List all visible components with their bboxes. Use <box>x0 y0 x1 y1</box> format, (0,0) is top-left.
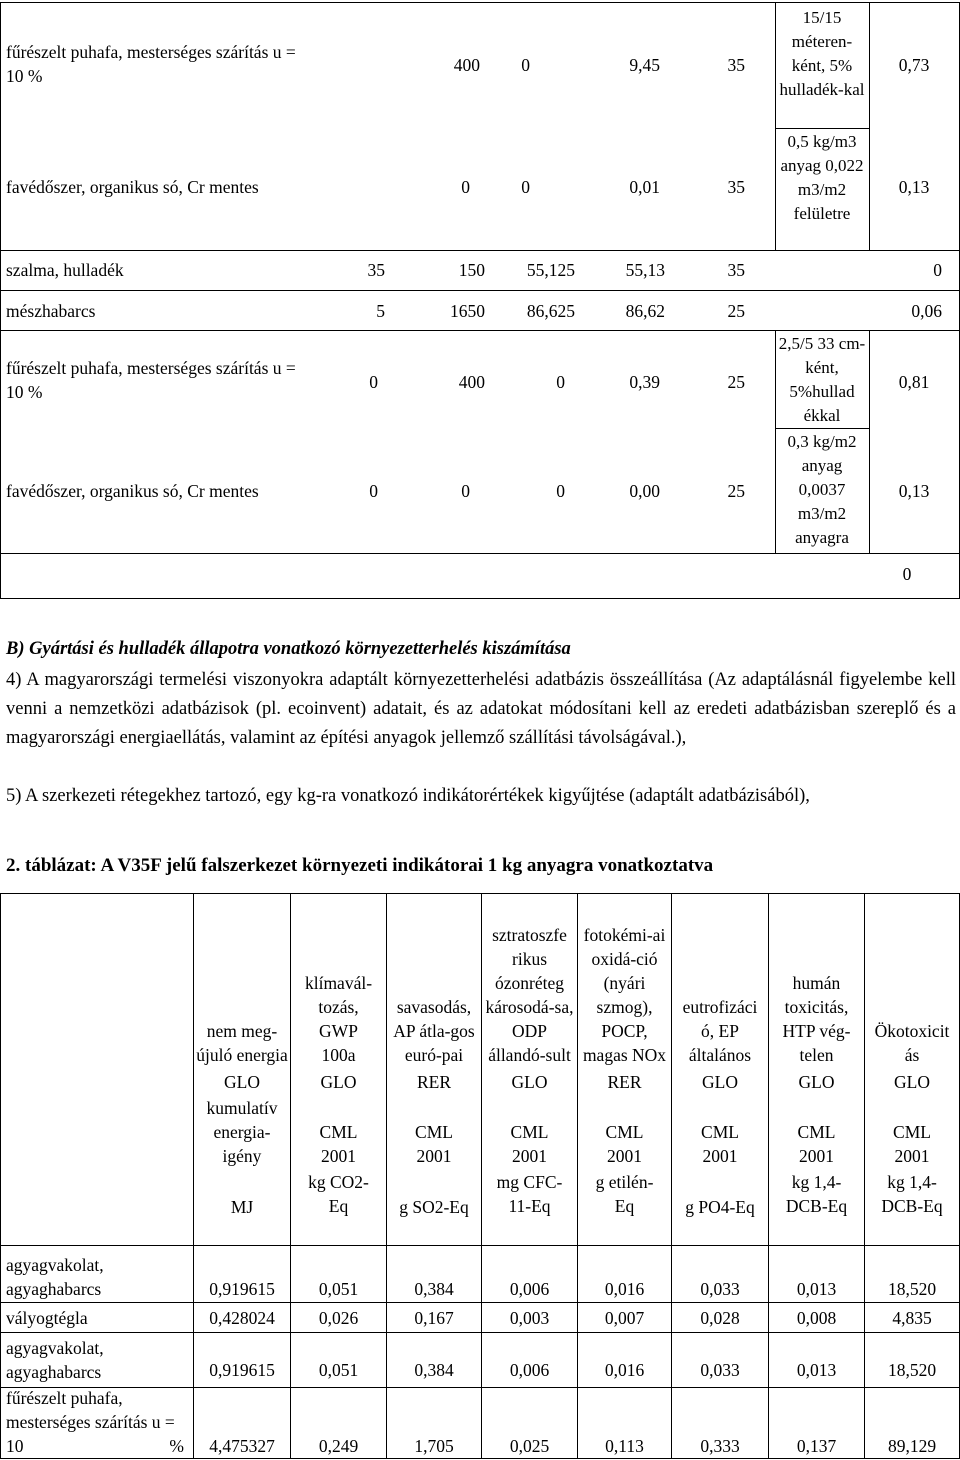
column-unit: kg 1,4-DCB-Eq <box>881 1172 943 1216</box>
table-cell: 0,384 <box>414 1360 454 1380</box>
table-cell: 0,06 <box>911 301 942 321</box>
table-cell: 0,026 <box>318 1308 359 1328</box>
column-method: CML 2001 <box>701 1122 739 1166</box>
column-unit: kg 1,4-DCB-Eq <box>785 1172 848 1216</box>
table-cell: 35 <box>727 55 745 75</box>
table-cell: 0,137 <box>796 1436 837 1456</box>
column-header: nem meg-újuló energia <box>196 1021 288 1065</box>
column-header: Ökotoxicit ás <box>874 1021 950 1065</box>
material-name-text: fűrészelt puhafa, mesterséges szárítás u = 10 % <box>6 1388 184 1456</box>
material-name: fűrészelt puhafa, mesterséges szárítás u = 10 % <box>6 358 296 402</box>
paragraph-4: 4) A magyarországi termelési viszonyokra adaptált környezetterhelési adatbázis összeállítása (Az adaptálásnál figyelembe kell venni a nemzetközi adatbázisok (pl. ecoinvent) adatait, és az adatokat módosítani kell az eredeti adatbázisban szereplő és a magyarországi energiaellátás, valamint az építési anyagok jellemző szállítási távolságával.), <box>6 670 956 748</box>
column-unit: g SO2-Eq <box>399 1197 469 1217</box>
column-method: CML 2001 <box>319 1122 358 1166</box>
table-cell: 0,006 <box>509 1279 550 1299</box>
table-cell: 4,475327 <box>209 1436 275 1456</box>
table-cell: 55,125 <box>526 260 575 280</box>
material-name: favédőszer, organikus só, Cr mentes <box>6 481 259 501</box>
table-cell: 0,384 <box>414 1279 454 1299</box>
material-name: agyagvakolat, agyaghabarcs <box>6 1338 104 1382</box>
table-cell: 0,919615 <box>209 1360 275 1380</box>
table-cell: 0,73 <box>898 55 930 75</box>
column-scope: GLO <box>894 1072 930 1092</box>
table-cell: 0,167 <box>414 1308 454 1328</box>
table-title: 2. táblázat: A V35F jelű falszerkezet környezeti indikátorai 1 kg anyagra vonatkoztatva <box>6 855 714 876</box>
table-cell: 0,008 <box>796 1308 837 1328</box>
table-cell: 4,835 <box>892 1308 932 1328</box>
table-cell: 0 <box>461 177 470 197</box>
table-cell: 150 <box>458 260 485 280</box>
column-method: kumulatív energia-igény <box>206 1098 278 1166</box>
table-note: 0,3 kg/m2 anyag 0,0037 m3/m2 anyagra <box>787 432 857 547</box>
table-cell: 0,033 <box>700 1279 740 1299</box>
column-unit: MJ <box>230 1197 254 1217</box>
table-cell: 5 <box>376 301 385 321</box>
column-scope: GLO <box>224 1072 260 1092</box>
paragraph-5: 5) A szerkezeti rétegekhez tartozó, egy kg-ra vonatkozó indikátorértékek kigyűjtése (adaptált adatbázisából), <box>6 786 810 806</box>
column-method: CML 2001 <box>415 1122 453 1166</box>
table-cell: 0,028 <box>700 1308 740 1328</box>
table-cell: 89,129 <box>887 1436 937 1456</box>
table-cell: 0 <box>369 372 378 392</box>
material-name: agyagvakolat, agyaghabarcs <box>6 1255 104 1299</box>
table-cell: 0,13 <box>898 177 930 197</box>
table-cell: 25 <box>727 301 745 321</box>
column-unit: mg CFC-11-Eq <box>496 1172 563 1216</box>
table-cell: 0,016 <box>604 1279 645 1299</box>
column-scope: GLO <box>511 1072 548 1092</box>
material-name: vályogtégla <box>6 1308 88 1328</box>
table-cell: 35 <box>367 260 385 280</box>
table-cell: 25 <box>727 372 745 392</box>
column-unit: g etilén-Eq <box>595 1172 654 1216</box>
material-name: fűrészelt puhafa, mesterséges szárítás u = 10 % <box>6 42 296 86</box>
table-cell: 400 <box>453 55 480 75</box>
table-cell: 9,45 <box>629 55 660 75</box>
table-note: 0,5 kg/m3 anyag 0,022 m3/m2 felületre <box>780 132 864 223</box>
table-cell: 0,39 <box>629 372 660 392</box>
material-name <box>6 1386 184 1458</box>
table-cell: 0,113 <box>605 1436 644 1456</box>
table-cell: 0,013 <box>796 1360 837 1380</box>
column-method: CML 2001 <box>797 1122 836 1166</box>
material-name: mészhabarcs <box>6 301 96 321</box>
column-scope: GLO <box>798 1072 835 1092</box>
table-cell: 18,520 <box>887 1360 937 1380</box>
table-cell: 0,428024 <box>209 1308 275 1328</box>
column-header: klímavál-tozás, GWP 100a <box>304 973 373 1065</box>
table-cell: 55,13 <box>625 260 665 280</box>
column-header: savasodás, AP átla-gos euró-pai <box>393 997 475 1065</box>
table-cell: 0,013 <box>796 1279 837 1299</box>
table-cell: 0 <box>461 481 470 501</box>
table-cell: 0,81 <box>898 372 930 392</box>
column-unit: g PO4-Eq <box>685 1197 755 1217</box>
section-heading: B) Gyártási és hulladék állapotra vonatkozó környezetterhelés kiszámítása <box>6 639 571 659</box>
table-cell: 0,051 <box>318 1360 359 1380</box>
table-cell: 1,705 <box>414 1436 454 1456</box>
table-cell: 0,00 <box>629 481 660 501</box>
table-cell: 25 <box>727 481 745 501</box>
table-cell: 0,025 <box>509 1436 550 1456</box>
table-cell: 0 <box>521 177 530 197</box>
table-cell: 0,13 <box>898 481 930 501</box>
column-scope: RER <box>416 1072 452 1092</box>
table-cell: 0,003 <box>509 1308 550 1328</box>
table-cell: 0 <box>521 55 530 75</box>
column-header: sztratoszfe rikus ózonréteg károsodá-sa, ODP állandó-sult <box>485 925 574 1065</box>
column-scope: GLO <box>702 1072 738 1092</box>
table-cell: 0,033 <box>700 1360 740 1380</box>
table-cell: 0,007 <box>604 1308 645 1328</box>
table-cell: 35 <box>727 260 745 280</box>
table-note: 15/15 méteren-ként, 5% hulladék-kal <box>779 8 865 99</box>
column-unit: kg CO2-Eq <box>308 1172 369 1216</box>
table-cell: 0,051 <box>318 1279 359 1299</box>
column-method: CML 2001 <box>510 1122 549 1166</box>
table-cell: 0,016 <box>604 1360 645 1380</box>
table-cell: 86,62 <box>625 301 665 321</box>
table-cell: 0 <box>556 372 565 392</box>
table-note: 2,5/5 33 cm-ként, 5%hullad ékkal <box>778 334 866 425</box>
table-cell: 0 <box>556 481 565 501</box>
table-cell: 86,625 <box>526 301 575 321</box>
column-scope: GLO <box>320 1072 357 1092</box>
table-cell: 0 <box>933 260 942 280</box>
material-name: favédőszer, organikus só, Cr mentes <box>6 177 259 197</box>
column-method: CML 2001 <box>893 1122 931 1166</box>
material-name: szalma, hulladék <box>6 260 124 280</box>
column-method: CML 2001 <box>605 1122 644 1166</box>
table-cell: 18,520 <box>887 1279 937 1299</box>
table-cell: 0,249 <box>318 1436 359 1456</box>
table-cell: 0 <box>369 481 378 501</box>
table-cell: 0 <box>902 564 912 584</box>
table-cell: 400 <box>458 372 485 392</box>
column-header: eutrofizáci ó, EP általános <box>682 997 758 1065</box>
table-cell: 0,01 <box>629 177 660 197</box>
column-scope: RER <box>607 1072 642 1092</box>
column-header: humán toxicitás, HTP vég-telen <box>782 973 851 1065</box>
table-cell: 35 <box>727 177 745 197</box>
table-cell: 0,919615 <box>209 1279 275 1299</box>
table-cell: 1650 <box>450 301 485 321</box>
table-cell: 0,006 <box>509 1360 550 1380</box>
column-header: fotokémi-ai oxidá-ció (nyári szmog), POCP, magas NOx <box>582 925 667 1065</box>
table-cell: 0,333 <box>700 1436 740 1456</box>
